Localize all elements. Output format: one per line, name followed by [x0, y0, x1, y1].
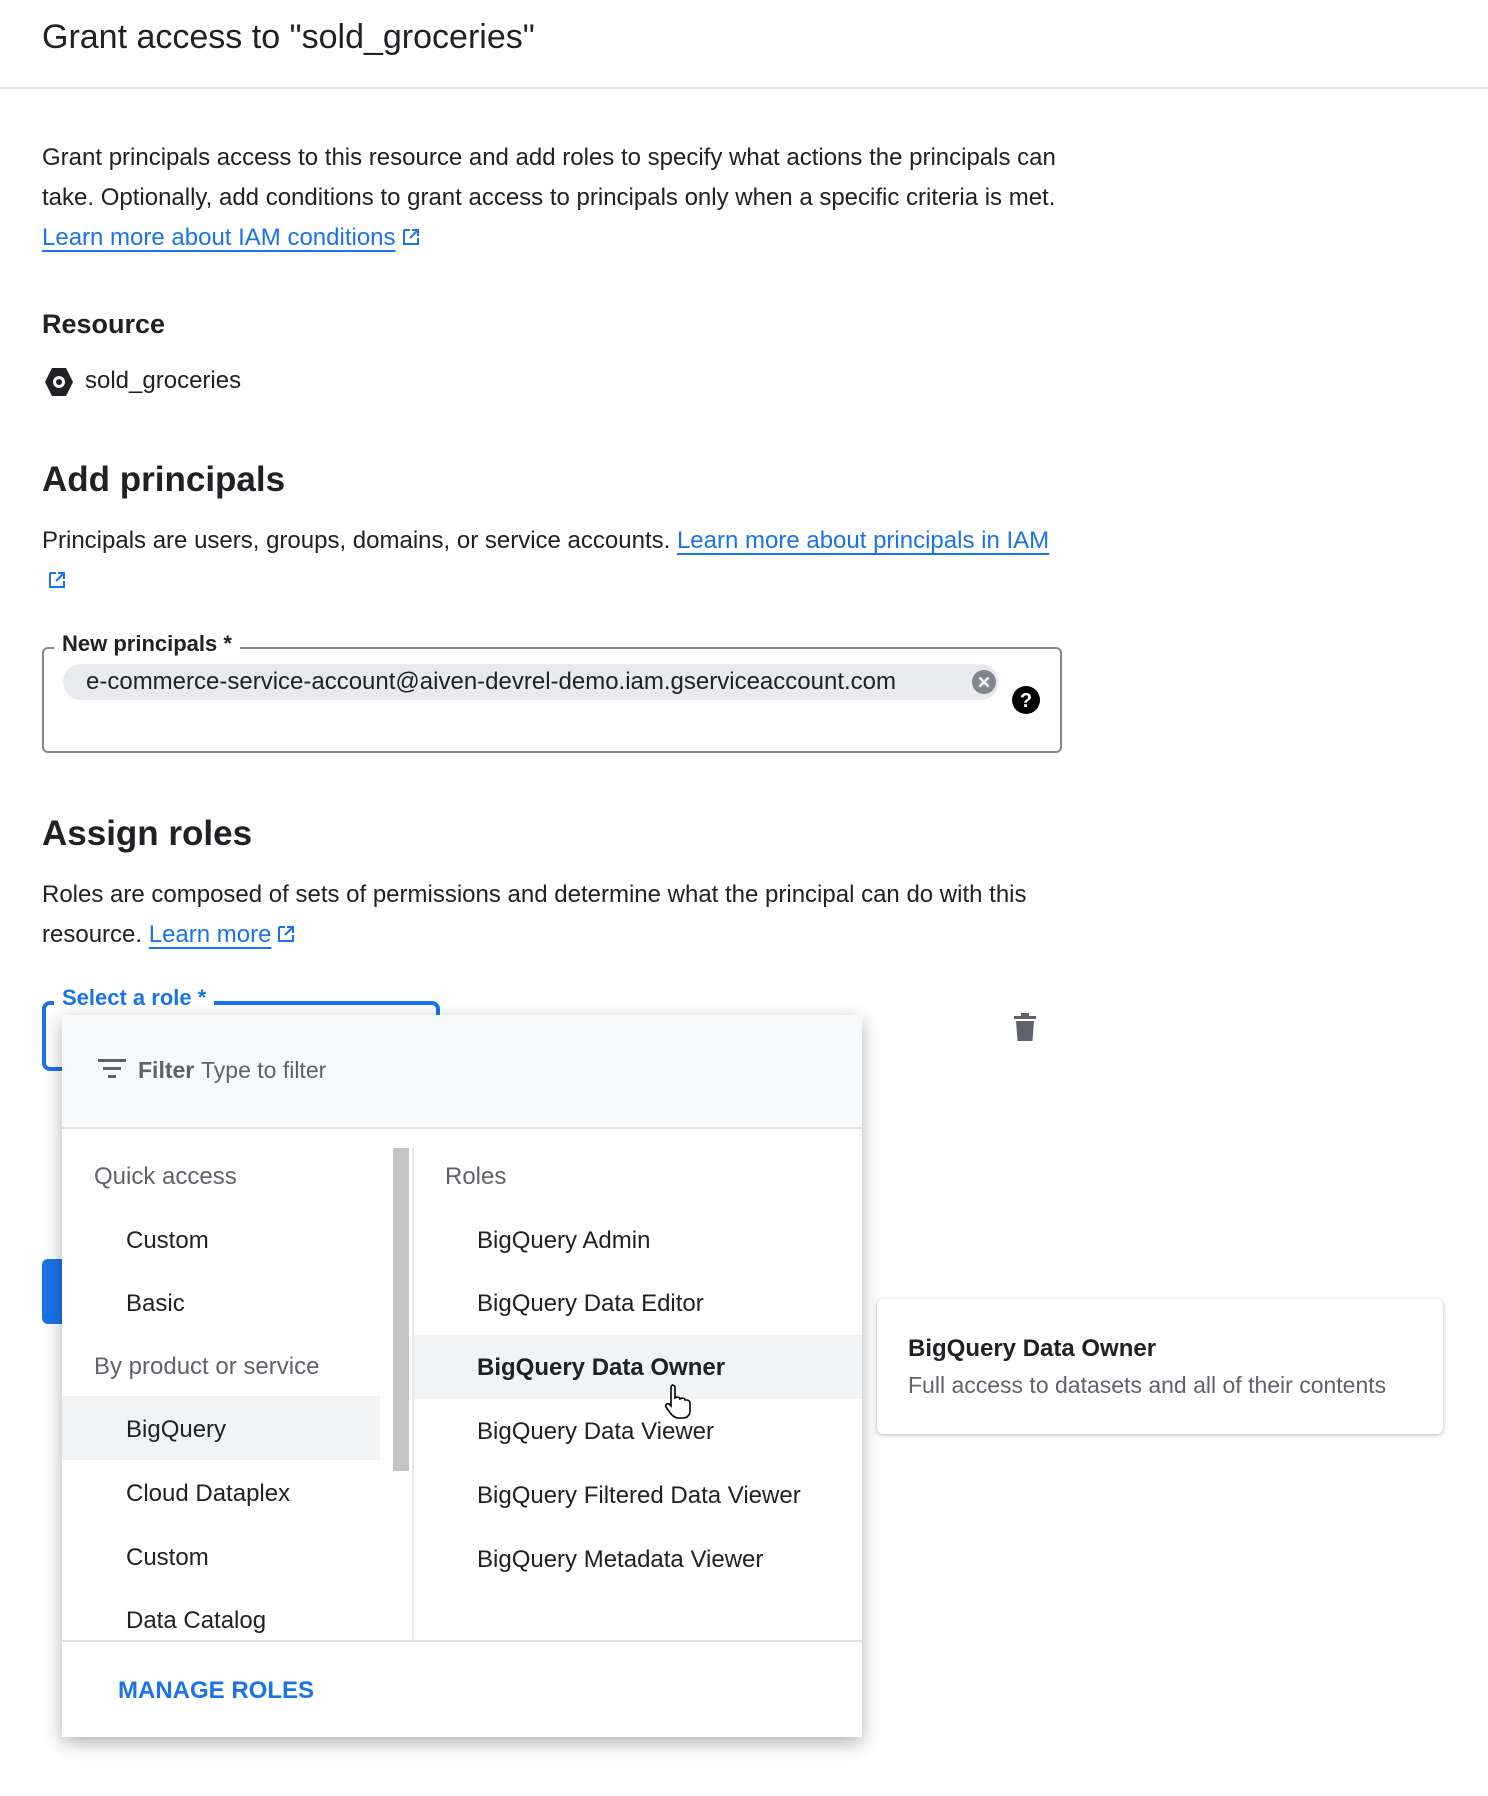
role-tooltip [877, 1299, 1443, 1434]
remove-chip-icon[interactable] [971, 669, 997, 695]
category-custom[interactable]: Custom [126, 1227, 209, 1254]
role-bigquery-data-owner[interactable]: BigQuery Data Owner [477, 1354, 726, 1381]
category-custom-2[interactable]: Custom [126, 1544, 209, 1571]
category-basic[interactable]: Basic [126, 1290, 185, 1317]
category-scrollbar[interactable] [393, 1148, 409, 1471]
svg-text:?: ? [1019, 690, 1033, 712]
filter-input[interactable]: Type to filter [201, 1057, 327, 1083]
help-icon[interactable] [1012, 686, 1040, 714]
roles-heading: Roles [445, 1163, 507, 1190]
manage-roles-button[interactable]: MANAGE ROLES [118, 1677, 315, 1704]
category-bigquery[interactable]: BigQuery [126, 1416, 227, 1443]
role-bigquery-filtered-data-viewer[interactable]: BigQuery Filtered Data Viewer [477, 1482, 801, 1509]
iam-conditions-link[interactable]: Learn more about IAM conditions [42, 224, 396, 251]
page-title: Grant access to "sold_groceries" [42, 18, 535, 56]
tooltip-title: BigQuery Data Owner [908, 1335, 1157, 1362]
category-data-catalog[interactable]: Data Catalog [126, 1607, 267, 1634]
resource-heading: Resource [42, 309, 166, 339]
group-by-product: By product or service [94, 1353, 320, 1380]
add-principals-heading: Add principals [42, 460, 286, 499]
assign-roles-heading: Assign roles [42, 814, 253, 853]
filter-bar[interactable] [62, 1015, 862, 1129]
external-link-icon [276, 924, 296, 944]
new-principals-field[interactable] [42, 647, 1062, 753]
external-link-icon [401, 227, 421, 247]
role-dropdown [62, 1015, 862, 1737]
hand-cursor-icon [663, 1383, 691, 1419]
trash-icon[interactable] [1013, 1013, 1037, 1041]
tooltip-description: Full access to datasets and all of their contents [908, 1372, 1387, 1398]
filter-icon [98, 1059, 126, 1079]
category-cloud-dataplex[interactable]: Cloud Dataplex [126, 1480, 291, 1507]
dataset-icon [43, 366, 75, 398]
role-bigquery-metadata-viewer[interactable]: BigQuery Metadata Viewer [477, 1546, 764, 1573]
role-bigquery-admin[interactable]: BigQuery Admin [477, 1227, 651, 1254]
external-link-icon [47, 570, 67, 590]
filter-label: Filter [138, 1057, 195, 1083]
new-principals-label: New principals * [54, 631, 240, 657]
footer-divider [62, 1640, 862, 1642]
intro-text: Grant principals access to this resource and add roles to specify what actions the principals can take. Optionally, add conditions to grant access to principals only when a specific criteria is met. Learn more about IAM conditions [42, 144, 1056, 251]
role-bigquery-data-viewer[interactable]: BigQuery Data Viewer [477, 1418, 714, 1445]
select-role-label: Select a role * [54, 985, 214, 1011]
resource-name: sold_groceries [85, 367, 242, 394]
header-divider [0, 87, 1488, 89]
roles-text: Roles are composed of sets of permissions and determine what the principal can do with this resource. Learn more [42, 881, 1027, 948]
principal-chip: e-commerce-service-account@aiven-devrel-demo.iam.gserviceaccount.com [63, 664, 999, 700]
group-quick-access: Quick access [94, 1163, 237, 1190]
principals-link[interactable]: Learn more about principals in IAM [676, 527, 1050, 554]
roles-learn-more-link[interactable]: Learn more [148, 921, 272, 948]
principals-text: Principals are users, groups, domains, or service accounts. Learn more about principals in IAM [42, 521, 1072, 601]
category-list [62, 1129, 412, 1640]
role-bigquery-data-editor[interactable]: BigQuery Data Editor [477, 1290, 704, 1317]
